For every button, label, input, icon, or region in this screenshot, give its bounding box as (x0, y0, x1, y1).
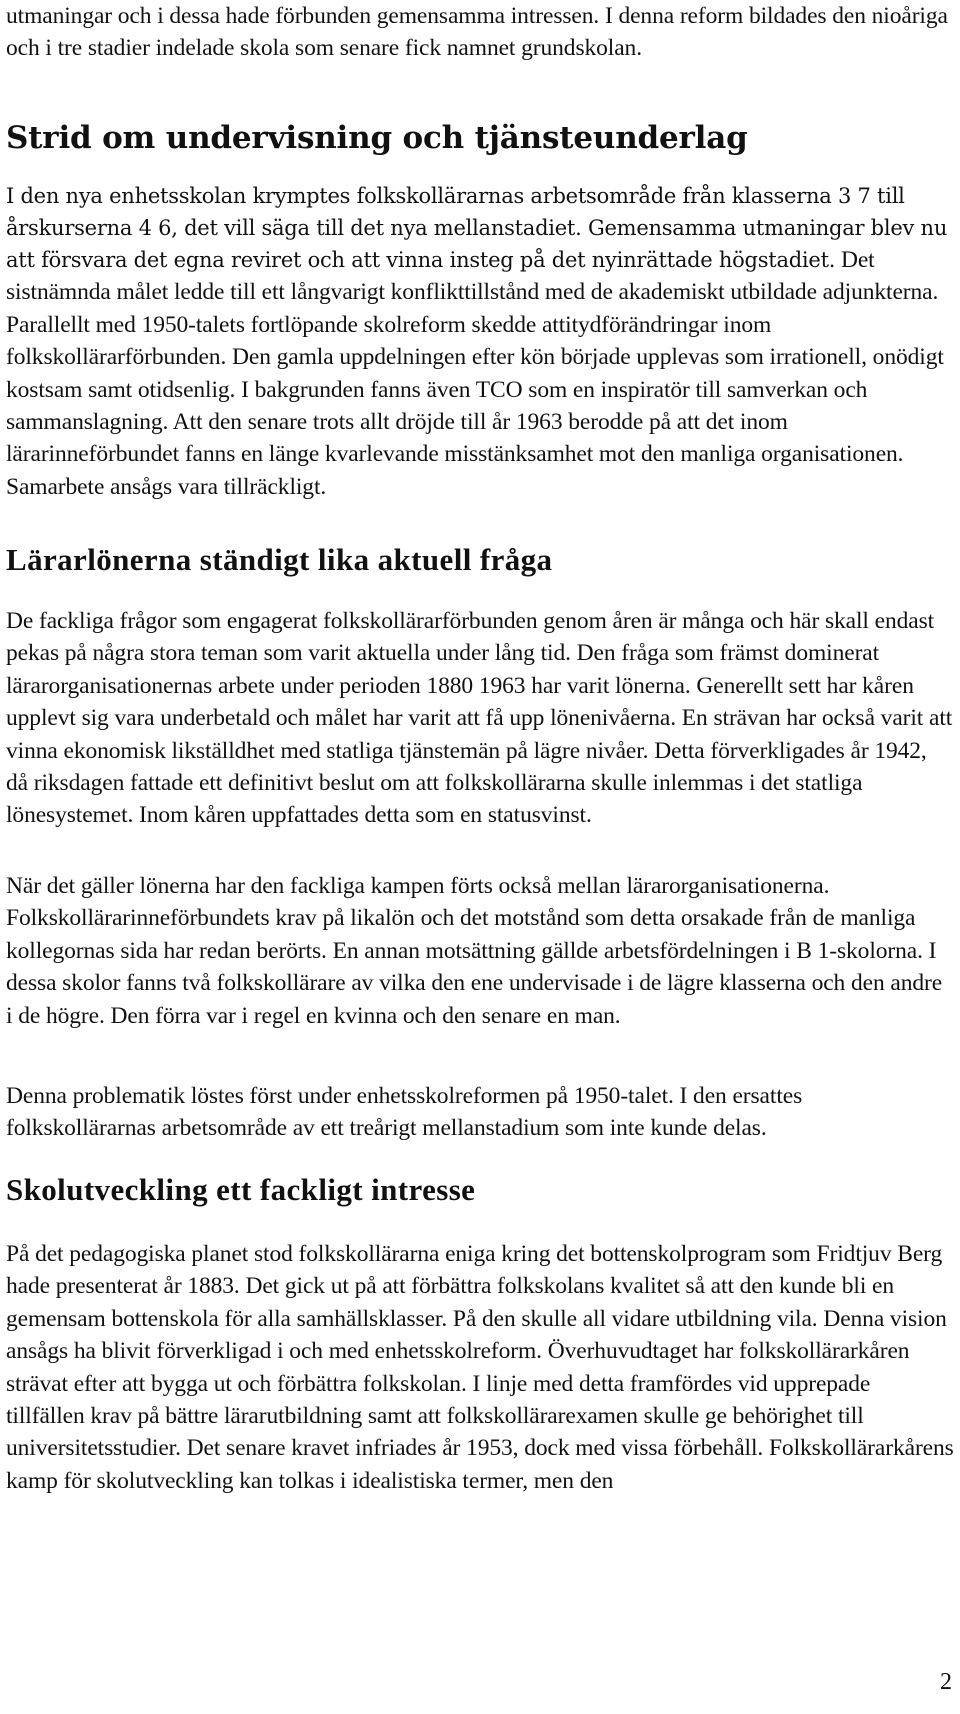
paragraph-segment-sans: Gemensamma utmaningar blev nu att försvara det egna reviret och att vinna insteg på det nyinrättade högstadiet. (6, 216, 948, 272)
section-paragraph-lararlonerna-3: Denna problematik löstes först under enhetsskolreformen på 1950-talet. I den ersattes folkskollärarnas arbetsområde av ett treårigt mellanstadium som inte kunde delas. (6, 1083, 803, 1142)
section-paragraph-lararlonerna-2: När det gäller lönerna har den fackliga kampen förts också mellan lärarorganisationerna. Folkskollärarinneförbundets krav på likalön och det motstånd som detta orsakade från de manliga kollegornas sida har redan berörts. En annan motsättning gällde arbetsfördelningen i B 1-skolorna. I dessa skolor fanns två folkskollärare av vilka den ene undervisade i de lägre klasserna och den andre i de högre. Den förra var i regel en kvinna och den senare en man. (6, 873, 943, 1029)
section-paragraph-lararlonerna-1: De fackliga frågor som engagerat folkskollärarförbunden genom åren är många och här skall endast pekas på några stora teman som varit aktuella under lång tid. Den fråga som främst dominerat lärarorganisationernas arbete under perioden 1880 1963 har varit lönerna. Generellt sett har kåren upplevt sig vara underbetald och målet har varit att få upp lönenivåerna. En strävan har också varit att vinna ekonomisk likställdhet med statliga tjänstemän på lägre nivåer. Detta förverkligades år 1942, då riksdagen fattade ett definitivt beslut om att folkskollärarna skulle inlemmas i det statliga lönesystemet. Inom kåren uppfattades detta som en statusvinst. (6, 608, 953, 829)
section-paragraph-skolutveckling: På det pedagogiska planet stod folkskollärarna eniga kring det bottenskolprogram som Fridtjuv Berg hade presenterat år 1883. Det gick ut på att förbättra folkskolans kvalitet så att den kunde bli en gemensam bottenskola för alla samhällsklasser. På den skulle all vidare utbildning vila. Denna vision ansågs ha blivit förverkligad i och med enhetsskolreform. Överhuvudtaget har folkskollärarkåren strävat efter att bygga ut och förbättra folkskolan. I linje med detta framfördes vid upprepade tillfällen krav på bättre lärarutbildning samt att folkskollärarexamen skulle ge behörighet till universitetsstudier. Det senare kravet infriades år 1953, dock med vissa förbehåll. Folkskollärarkårens kamp för skolutveckling kan tolkas i idealistiska termer, men den (6, 1241, 954, 1494)
paragraph-segment-sans: I den nya enhetsskolan krymptes folkskollärarnas arbetsområde från klasserna 3 7 till årskurserna 4 6, det vill säga till det nya mellanstadiet. (6, 184, 905, 240)
section-heading-skolutveckling: Skolutveckling ett fackligt intresse (6, 1172, 476, 1207)
section-paragraph-strid (6, 180, 954, 503)
intro-paragraph: utmaningar och i dessa hade förbunden gemensamma intressen. I denna reform bildades den nioåriga och i tre stadier indelade skola som senare fick namnet grundskolan. (6, 3, 948, 62)
section-heading-strid: Strid om undervisning och tjänsteunderlag (6, 120, 748, 156)
page-number: 2 (940, 1669, 952, 1695)
section-heading-lararlonerna: Lärarlönerna ständigt lika aktuell fråga (6, 542, 553, 577)
paragraph-segment-serif: Det sistnämnda målet ledde till ett långvarigt konflikttillstånd med de akademiskt utbildade adjunkterna. Parallellt med 1950-talets fortlöpande skolreform skedde attitydförändringar inom folkskollärarförbunden. Den gamla uppdelningen efter kön började upplevas som irrationell, onödigt kostsam samt otidsenlig. I bakgrunden fanns även TCO som en inspiratör till samverkan och sammanslagning. Att den senare trots allt dröjde till år 1963 berodde på att det inom lärarinneförbundet fanns en länge kvarlevande misstänksamhet mot den manliga organisationen. Samarbete ansågs vara tillräckligt. (6, 247, 944, 500)
